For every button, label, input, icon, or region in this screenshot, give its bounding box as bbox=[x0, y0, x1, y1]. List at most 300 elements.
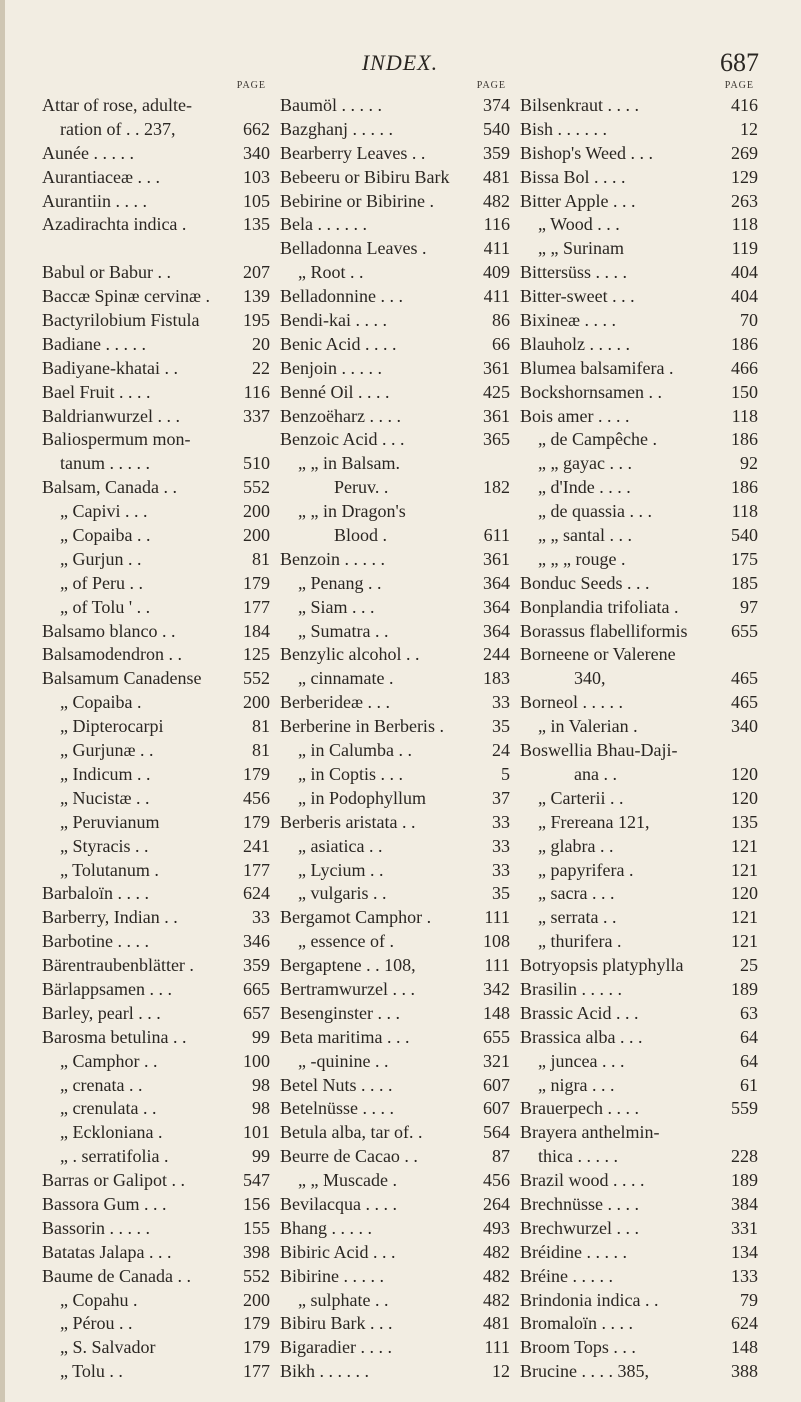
index-entry bbox=[520, 1336, 758, 1360]
index-entry bbox=[280, 954, 510, 978]
column-page-label: PAGE bbox=[476, 80, 506, 91]
entry-term: „ Wood . . . bbox=[520, 214, 620, 235]
entry-term: thica . . . . . bbox=[520, 1146, 618, 1167]
index-entry bbox=[42, 739, 270, 763]
entry-page-ref: 37 bbox=[492, 787, 510, 808]
index-entry bbox=[520, 357, 758, 381]
index-entry bbox=[42, 954, 270, 978]
entry-term: Benzoëharz . . . . bbox=[280, 405, 401, 426]
entry-term: Benjoin . . . . . bbox=[280, 357, 382, 378]
entry-page-ref: 655 bbox=[731, 620, 758, 641]
index-entry bbox=[42, 1241, 270, 1265]
index-entry bbox=[280, 381, 510, 405]
entry-page-ref: 361 bbox=[483, 357, 510, 378]
entry-page-ref: 186 bbox=[731, 429, 758, 450]
index-entry bbox=[280, 906, 510, 930]
entry-page-ref: 63 bbox=[740, 1002, 758, 1023]
entry-page-ref: 195 bbox=[243, 310, 270, 331]
index-entry bbox=[42, 787, 270, 811]
index-entry bbox=[280, 835, 510, 859]
index-entry bbox=[280, 667, 510, 691]
entry-page-ref: 184 bbox=[243, 620, 270, 641]
entry-term: „ Nucistæ . . bbox=[42, 787, 150, 808]
index-entry bbox=[520, 94, 758, 118]
entry-page-ref: 33 bbox=[492, 692, 510, 713]
index-entry bbox=[280, 1121, 510, 1145]
entry-page-ref: 135 bbox=[731, 811, 758, 832]
entry-term: „ papyrifera . bbox=[520, 859, 634, 880]
index-entry bbox=[280, 1360, 510, 1384]
index-entry bbox=[42, 1121, 270, 1145]
entry-term: „ asiatica . . bbox=[280, 835, 383, 856]
index-entry bbox=[520, 476, 758, 500]
entry-term: Batatas Jalapa . . . bbox=[42, 1241, 172, 1262]
entry-page-ref: 35 bbox=[492, 883, 510, 904]
entry-page-ref: 425 bbox=[483, 381, 510, 402]
entry-page-ref: 404 bbox=[731, 286, 758, 307]
entry-page-ref: 482 bbox=[483, 190, 510, 211]
entry-term: „ „ Surinam bbox=[520, 238, 624, 259]
index-entry bbox=[280, 691, 510, 715]
entry-term: Brazil wood . . . . bbox=[520, 1170, 645, 1191]
entry-term: Bois amer . . . . bbox=[520, 405, 630, 426]
entry-term: Bissa Bol . . . . bbox=[520, 166, 626, 187]
index-entry bbox=[42, 1145, 270, 1169]
entry-page-ref: 119 bbox=[731, 238, 758, 259]
entry-term: Blood . bbox=[280, 525, 388, 546]
entry-term: Azadirachta indica . bbox=[42, 214, 187, 235]
entry-page-ref: 185 bbox=[731, 572, 758, 593]
entry-page-ref: 156 bbox=[243, 1193, 270, 1214]
entry-page-ref: 359 bbox=[483, 142, 510, 163]
entry-term: Brassic Acid . . . bbox=[520, 1002, 639, 1023]
entry-term: Beta maritima . . . bbox=[280, 1026, 410, 1047]
entry-page-ref: 665 bbox=[243, 978, 270, 999]
entry-term: Baccæ Spinæ cervinæ . bbox=[42, 286, 210, 307]
entry-term: „ Penang . . bbox=[280, 572, 382, 593]
index-entry bbox=[280, 190, 510, 214]
entry-term: Bitter-sweet . . . bbox=[520, 286, 635, 307]
entry-page-ref: 177 bbox=[243, 1361, 270, 1382]
entry-term: Brindonia indica . . bbox=[520, 1289, 659, 1310]
index-entry bbox=[520, 381, 758, 405]
index-entry bbox=[42, 285, 270, 309]
entry-term: Benzylic alcohol . . bbox=[280, 644, 420, 665]
entry-term: Bergamot Camphor . bbox=[280, 907, 432, 928]
entry-page-ref: 189 bbox=[731, 978, 758, 999]
index-entry bbox=[520, 763, 758, 787]
index-entry bbox=[520, 524, 758, 548]
index-entry bbox=[42, 118, 270, 142]
index-entry bbox=[520, 285, 758, 309]
entry-page-ref: 244 bbox=[483, 644, 510, 665]
entry-page-ref: 364 bbox=[483, 620, 510, 641]
entry-page-ref: 361 bbox=[483, 548, 510, 569]
index-entry bbox=[520, 787, 758, 811]
entry-page-ref: 139 bbox=[243, 286, 270, 307]
entry-page-ref: 121 bbox=[731, 931, 758, 952]
index-entry bbox=[42, 261, 270, 285]
index-entry bbox=[280, 1193, 510, 1217]
entry-page-ref: 33 bbox=[492, 835, 510, 856]
entry-page-ref: 662 bbox=[243, 118, 270, 139]
entry-page-ref: 241 bbox=[243, 835, 270, 856]
entry-page-ref: 35 bbox=[492, 716, 510, 737]
entry-term: „ in Coptis . . . bbox=[280, 763, 404, 784]
entry-page-ref: 398 bbox=[243, 1241, 270, 1262]
index-entry bbox=[42, 572, 270, 596]
entry-term: Babul or Babur . . bbox=[42, 262, 171, 283]
index-entry bbox=[42, 237, 270, 261]
index-entry bbox=[520, 643, 758, 667]
entry-term: Barosma betulina . . bbox=[42, 1026, 187, 1047]
entry-page-ref: 657 bbox=[243, 1002, 270, 1023]
entry-page-ref: 624 bbox=[243, 883, 270, 904]
index-column-2 bbox=[280, 80, 510, 1384]
entry-page-ref: 64 bbox=[740, 1026, 758, 1047]
index-entry bbox=[520, 835, 758, 859]
entry-page-ref: 33 bbox=[492, 859, 510, 880]
index-entry bbox=[42, 859, 270, 883]
entry-page-ref: 105 bbox=[243, 190, 270, 211]
entry-term: Botryopsis platyphylla bbox=[520, 955, 684, 976]
entry-term: Benzoic Acid . . . bbox=[280, 429, 405, 450]
index-entry bbox=[520, 1121, 758, 1145]
entry-term: „ Peruvianum bbox=[42, 811, 160, 832]
index-entry bbox=[280, 213, 510, 237]
entry-term: „ de quassia . . . bbox=[520, 501, 652, 522]
entry-page-ref: 81 bbox=[252, 740, 270, 761]
index-entry bbox=[520, 572, 758, 596]
entry-page-ref: 384 bbox=[731, 1193, 758, 1214]
index-entry bbox=[520, 1026, 758, 1050]
entry-term: ana . . bbox=[520, 763, 617, 784]
entry-page-ref: 79 bbox=[740, 1289, 758, 1310]
entry-page-ref: 100 bbox=[243, 1050, 270, 1071]
entry-term: Boswellia Bhau-Daji- bbox=[520, 740, 678, 761]
entry-term: ration of . . 237, bbox=[42, 118, 176, 139]
index-entry bbox=[280, 333, 510, 357]
entry-term: „ Copaiba . . bbox=[42, 525, 151, 546]
entry-page-ref: 22 bbox=[252, 357, 270, 378]
index-entry bbox=[280, 285, 510, 309]
entry-page-ref: 200 bbox=[243, 1289, 270, 1310]
entry-page-ref: 552 bbox=[243, 477, 270, 498]
index-entry bbox=[280, 1336, 510, 1360]
entry-page-ref: 624 bbox=[731, 1313, 758, 1334]
entry-page-ref: 364 bbox=[483, 596, 510, 617]
index-entry bbox=[280, 882, 510, 906]
entry-term: „ Tolutanum . bbox=[42, 859, 159, 880]
entry-term: Bilsenkraut . . . . bbox=[520, 95, 639, 115]
index-entry bbox=[42, 620, 270, 644]
index-entry bbox=[520, 1217, 758, 1241]
entry-term: „ Gurjunæ . . bbox=[42, 740, 154, 761]
entry-page-ref: 33 bbox=[492, 811, 510, 832]
index-entry bbox=[42, 190, 270, 214]
entry-term: Brasilin . . . . . bbox=[520, 978, 622, 999]
entry-page-ref: 416 bbox=[731, 95, 758, 115]
entry-page-ref: 99 bbox=[252, 1026, 270, 1047]
entry-page-ref: 120 bbox=[731, 883, 758, 904]
index-entry bbox=[280, 739, 510, 763]
index-entry bbox=[42, 715, 270, 739]
index-entry bbox=[42, 811, 270, 835]
index-entry bbox=[280, 1217, 510, 1241]
entry-page-ref: 263 bbox=[731, 190, 758, 211]
entry-page-ref: 547 bbox=[243, 1170, 270, 1191]
entry-page-ref: 116 bbox=[483, 214, 510, 235]
entry-term: „ nigra . . . bbox=[520, 1074, 615, 1095]
index-entry bbox=[280, 930, 510, 954]
entry-term: Benzoin . . . . . bbox=[280, 548, 385, 569]
index-entry bbox=[520, 213, 758, 237]
index-entry bbox=[280, 118, 510, 142]
entry-term: Broom Tops . . . bbox=[520, 1337, 636, 1358]
entry-page-ref: 365 bbox=[483, 429, 510, 450]
entry-page-ref: 25 bbox=[740, 955, 758, 976]
index-entry bbox=[280, 261, 510, 285]
entry-term bbox=[42, 237, 47, 261]
index-entry bbox=[280, 428, 510, 452]
entry-term: „ Dipterocarpi bbox=[42, 716, 164, 737]
entry-term: Bibiru Bark . . . bbox=[280, 1313, 393, 1334]
entry-page-ref: 611 bbox=[483, 525, 510, 546]
entry-term: Bibirine . . . . . bbox=[280, 1265, 384, 1286]
index-entry bbox=[520, 739, 758, 763]
entry-term: Balsam, Canada . . bbox=[42, 477, 177, 498]
entry-term: Baldrianwurzel . . . bbox=[42, 405, 180, 426]
index-entry bbox=[280, 572, 510, 596]
entry-term: Badiyane-khatai . . bbox=[42, 357, 178, 378]
entry-term: Peruv. . bbox=[280, 477, 389, 498]
entry-list bbox=[280, 94, 510, 1384]
index-entry bbox=[42, 166, 270, 190]
entry-page-ref: 186 bbox=[731, 333, 758, 354]
entry-page-ref: 340 bbox=[731, 716, 758, 737]
index-entry bbox=[520, 667, 758, 691]
entry-page-ref: 540 bbox=[483, 118, 510, 139]
entry-term: Betelnüsse . . . . bbox=[280, 1098, 394, 1119]
index-entry bbox=[520, 166, 758, 190]
entry-term: Badiane . . . . . bbox=[42, 333, 146, 354]
entry-page-ref: 359 bbox=[243, 955, 270, 976]
index-entry bbox=[42, 1265, 270, 1289]
entry-page-ref: 228 bbox=[731, 1146, 758, 1167]
index-entry bbox=[42, 1312, 270, 1336]
entry-page-ref: 81 bbox=[252, 548, 270, 569]
entry-page-ref: 564 bbox=[483, 1122, 510, 1143]
index-entry bbox=[42, 978, 270, 1002]
entry-term: Bish . . . . . . bbox=[520, 118, 608, 139]
entry-term: Brassica alba . . . bbox=[520, 1026, 643, 1047]
entry-page-ref: 183 bbox=[483, 668, 510, 689]
entry-page-ref: 466 bbox=[731, 357, 758, 378]
entry-page-ref: 101 bbox=[243, 1122, 270, 1143]
entry-page-ref: 87 bbox=[492, 1146, 510, 1167]
entry-term: „ „ in Balsam. bbox=[280, 453, 400, 474]
entry-page-ref: 540 bbox=[731, 525, 758, 546]
index-entry bbox=[520, 691, 758, 715]
entry-term: Brucine . . . . 385, bbox=[520, 1361, 649, 1382]
entry-term: Aurantiin . . . . bbox=[42, 190, 147, 211]
index-entry bbox=[280, 620, 510, 644]
entry-page-ref: 552 bbox=[243, 1265, 270, 1286]
entry-term: Bassora Gum . . . bbox=[42, 1193, 167, 1214]
entry-page-ref: 607 bbox=[483, 1074, 510, 1095]
entry-term: „ Capivi . . . bbox=[42, 501, 148, 522]
entry-page-ref: 340 bbox=[243, 142, 270, 163]
entry-page-ref: 411 bbox=[483, 286, 510, 307]
entry-page-ref: 337 bbox=[243, 405, 270, 426]
entry-term: Bitter Apple . . . bbox=[520, 190, 636, 211]
entry-term: Belladonnine . . . bbox=[280, 286, 403, 307]
entry-page-ref: 361 bbox=[483, 405, 510, 426]
index-entry bbox=[280, 1241, 510, 1265]
index-entry bbox=[520, 1002, 758, 1026]
entry-term: „ Frereana 121, bbox=[520, 811, 650, 832]
entry-term: Bonduc Seeds . . . bbox=[520, 572, 650, 593]
index-entry bbox=[520, 237, 758, 261]
index-entry bbox=[42, 524, 270, 548]
entry-term: Brechwurzel . . . bbox=[520, 1217, 639, 1238]
entry-page-ref: 321 bbox=[483, 1050, 510, 1071]
index-entry bbox=[520, 715, 758, 739]
index-entry bbox=[280, 309, 510, 333]
entry-term: Bikh . . . . . . bbox=[280, 1361, 370, 1382]
entry-term: „ in Calumba . . bbox=[280, 740, 412, 761]
entry-term: „ essence of . bbox=[280, 931, 394, 952]
entry-page-ref: 99 bbox=[252, 1146, 270, 1167]
entry-term: „ in Podophyllum bbox=[280, 787, 427, 808]
entry-term: „ serrata . . bbox=[520, 907, 617, 928]
entry-term: Bevilacqua . . . . bbox=[280, 1193, 397, 1214]
index-entry bbox=[280, 1169, 510, 1193]
entry-term: „ Gurjun . . bbox=[42, 548, 142, 569]
entry-page-ref: 92 bbox=[740, 453, 758, 474]
entry-page-ref: 135 bbox=[243, 214, 270, 235]
entry-term: Bishop's Weed . . . bbox=[520, 142, 653, 163]
entry-term: „ cinnamate . bbox=[280, 668, 394, 689]
entry-page-ref: 133 bbox=[731, 1265, 758, 1286]
index-entry bbox=[42, 476, 270, 500]
entry-term: Besenginster . . . bbox=[280, 1002, 400, 1023]
index-entry bbox=[42, 906, 270, 930]
entry-term: „ in Valerian . bbox=[520, 716, 638, 737]
entry-term: Barbotine . . . . bbox=[42, 931, 149, 952]
index-entry bbox=[520, 1265, 758, 1289]
entry-page-ref: 182 bbox=[483, 477, 510, 498]
entry-term: „ „ gayac . . . bbox=[520, 453, 632, 474]
entry-page-ref: 66 bbox=[492, 333, 510, 354]
entry-page-ref: 655 bbox=[483, 1026, 510, 1047]
index-entry bbox=[42, 1074, 270, 1098]
entry-term: Bromaloïn . . . . bbox=[520, 1313, 633, 1334]
index-entry bbox=[42, 333, 270, 357]
entry-term: Berberine in Berberis . bbox=[280, 716, 444, 737]
entry-term: Brechnüsse . . . . bbox=[520, 1193, 639, 1214]
entry-term: Bergaptene . . 108, bbox=[280, 955, 416, 976]
index-entry bbox=[520, 859, 758, 883]
index-entry bbox=[280, 548, 510, 572]
index-entry bbox=[42, 452, 270, 476]
index-entry bbox=[42, 500, 270, 524]
index-entry bbox=[42, 596, 270, 620]
entry-page-ref: 264 bbox=[483, 1193, 510, 1214]
entry-term: Bibiric Acid . . . bbox=[280, 1241, 396, 1262]
entry-list bbox=[42, 94, 270, 1384]
entry-page-ref: 481 bbox=[483, 166, 510, 187]
entry-term: „ sacra . . . bbox=[520, 883, 615, 904]
index-entry bbox=[280, 142, 510, 166]
entry-term: „ S. Salvador bbox=[42, 1337, 156, 1358]
entry-term: „ Camphor . . bbox=[42, 1050, 158, 1071]
entry-term: Bixineæ . . . . bbox=[520, 310, 617, 331]
index-entry bbox=[520, 811, 758, 835]
entry-term: Attar of rose, adulte- bbox=[42, 95, 192, 115]
index-entry bbox=[520, 1241, 758, 1265]
index-entry bbox=[280, 357, 510, 381]
index-entry bbox=[520, 1097, 758, 1121]
index-entry bbox=[42, 1097, 270, 1121]
index-entry bbox=[42, 930, 270, 954]
entry-page-ref: 481 bbox=[483, 1313, 510, 1334]
index-entry bbox=[42, 142, 270, 166]
entry-term: Berberideæ . . . bbox=[280, 692, 390, 713]
entry-page-ref: 121 bbox=[731, 859, 758, 880]
entry-page-ref: 179 bbox=[243, 1337, 270, 1358]
entry-term: „ of Tolu ' . . bbox=[42, 596, 151, 617]
index-entry bbox=[280, 1312, 510, 1336]
entry-page-ref: 409 bbox=[483, 262, 510, 283]
index-entry bbox=[520, 882, 758, 906]
index-entry bbox=[280, 1289, 510, 1313]
entry-term: Aurantiaceæ . . . bbox=[42, 166, 160, 187]
index-entry bbox=[520, 1050, 758, 1074]
index-entry bbox=[42, 309, 270, 333]
entry-term: Bebirine or Bibirine . bbox=[280, 190, 434, 211]
index-entry bbox=[280, 405, 510, 429]
index-entry bbox=[42, 1336, 270, 1360]
entry-page-ref: 607 bbox=[483, 1098, 510, 1119]
entry-term: Brayera anthelmin- bbox=[520, 1122, 660, 1143]
entry-page-ref: 456 bbox=[483, 1170, 510, 1191]
index-entry bbox=[280, 94, 510, 118]
page-spine-shadow bbox=[0, 0, 5, 1402]
index-column-3 bbox=[520, 80, 758, 1384]
entry-page-ref: 342 bbox=[483, 978, 510, 999]
entry-term: „ of Peru . . bbox=[42, 572, 143, 593]
index-entry bbox=[280, 715, 510, 739]
index-entry bbox=[520, 1145, 758, 1169]
entry-term: Baumöl . . . . . bbox=[280, 95, 382, 115]
entry-page-ref: 148 bbox=[731, 1337, 758, 1358]
entry-page-ref: 374 bbox=[483, 95, 510, 115]
entry-page-ref: 120 bbox=[731, 763, 758, 784]
entry-page-ref: 12 bbox=[740, 118, 758, 139]
index-entry bbox=[280, 500, 510, 524]
entry-page-ref: 12 bbox=[492, 1361, 510, 1382]
index-column-1 bbox=[42, 80, 270, 1384]
index-entry bbox=[280, 1097, 510, 1121]
index-entry bbox=[520, 500, 758, 524]
entry-page-ref: 108 bbox=[483, 931, 510, 952]
index-entry bbox=[280, 237, 510, 261]
entry-list bbox=[520, 94, 758, 1384]
entry-page-ref: 70 bbox=[740, 310, 758, 331]
entry-term: „ crenulata . . bbox=[42, 1098, 157, 1119]
index-entry bbox=[280, 643, 510, 667]
